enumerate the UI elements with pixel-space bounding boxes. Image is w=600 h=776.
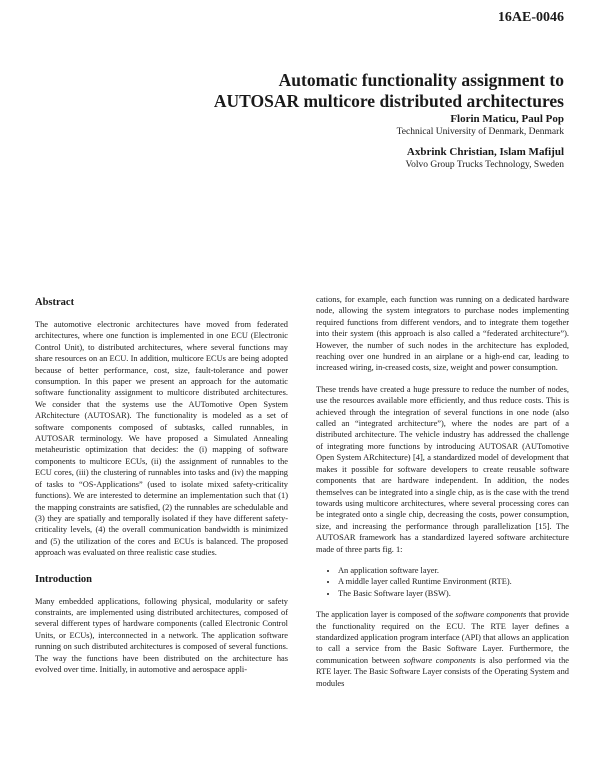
introduction-heading: Introduction	[35, 573, 92, 585]
body-paragraph	[316, 609, 569, 689]
emphasis-text: software components	[403, 655, 476, 665]
author-names: Florin Maticu, Paul Pop	[450, 113, 564, 125]
list-item: • A middle layer called Runtime Environment (RTE).	[338, 576, 569, 587]
paper-title	[214, 70, 564, 112]
emphasis-text: software components	[455, 610, 527, 620]
list-item: • An application software layer.	[338, 565, 569, 576]
text-run: that provide the functionality required on the ECU. The RTE layer defines a standardized application program interface (API) that allows an application to call a service from the Basic Software Layer. Furthermore, the communication between	[316, 610, 569, 665]
author-affiliation: Volvo Group Trucks Technology, Sweden	[405, 160, 564, 170]
text-run: is also performed via the RTE layer. The Basic Software Layer consists of the Operating System and modules	[316, 655, 570, 688]
abstract-text: The automotive electronic architectures have moved from federated architectures, where one function is implemented in one ECU (Electronic Control Unit), to distributed architectures, where several functions may share resources on an ECU. In addition, multicore ECUs are being adopted because of better performance, cost, size, fault-tolerance and power consumption. In this paper we present an approach for the automatic software functionality assignment to multicore distributed architectures. We consider that the systems use the AUTomotive Open System ARchitecture (AUTOSAR). The functionality is modeled as a set of software components composed of subtasks, called runnables, in AUTOSAR terminology. We have proposed a Simulated Annealing metaheuristic optimization that decides: the (i) mapping of software components to multicore ECUs, (ii) the assignment of runnables to the ECU cores, (iii) the clustering of runnables into tasks and (iv) the mapping of tasks to “OS-Applications” (used to isolate mixed safety-criticality functions). We are interested to determine an implementation such that (1) the mapping constraints are satisfied, (2) the runnables are schedulable and (3) they are spatially and temporally isolated if they have different safety-criticality levels, (4) the overall communication bandwidth is minimized and (5) the utilization of the cores and ECUs is balanced. The proposed approach was evaluated on three realistic case studies.	[35, 320, 288, 558]
layer-list	[316, 565, 569, 599]
body-paragraph: These trends have created a huge pressure to reduce the number of nodes, use the resources available more efficiently, and thus reduce costs. This is achieved through the integration of several functions in one node (also called an “integrated architecture”), where the nodes are part of a distributed architecture. The vehicle industry has addressed the challenge of integrating more functions by introducing AUTOSAR (AUTomotive Open System ARchitecture) [4], a standardized model of development that makes it possible for software developers to create reusable software components that are hardware independent. In addition, the nodes themselves can be integrated into a single chip, as is the case with the trend towards using multicore architectures, where several processing cores can be integrated onto a single chip, decreasing the costs, power consumption, size, and increasing the performance through parallelization [15]. The AUTOSAR framework has a standardized layered software architecture made of three parts fig. 1:	[316, 384, 569, 554]
title-line-1: Automatic functionality assignment to	[278, 70, 564, 90]
author-names: Axbrink Christian, Islam Mafijul	[406, 146, 564, 158]
title-line-2: AUTOSAR multicore distributed architectures	[213, 91, 564, 111]
text-run: The application layer is composed of the	[316, 610, 456, 620]
left-column	[35, 296, 288, 685]
author-affiliation: Technical University of Denmark, Denmark	[396, 127, 564, 137]
abstract-heading: Abstract	[35, 297, 75, 308]
right-column	[316, 294, 569, 699]
author-group-2	[405, 146, 564, 171]
introduction-text: Many embedded applications, following physical, modularity or safety constraints, are implemented using distributed architectures, composed of several different types of hardware components (called Electronic Control Units, or ECUs), interconnected in a network. The application software running on such distributed architectures is composed of several functions. The way the functions have been distributed on the architecture has evolved over time. Initially, in automotive and aerospace appli-	[35, 596, 288, 674]
paper-id: 16AE-0046	[497, 10, 564, 25]
list-item: • The Basic Software layer (BSW).	[338, 588, 569, 599]
body-paragraph: cations, for example, each function was running on a dedicated hardware node, allowing the system integrators to purchase nodes implementing required functions from different vendors, and to integrate them together into their system (this approach is also called a “federated architecture”). However, the number of such nodes in the architecture has exploded, reaching over one hundred in an airplane or a high-end car, leading to increased wiring, in-creased costs, size, weight and power consumption.	[316, 295, 569, 373]
author-group-1	[397, 113, 564, 138]
